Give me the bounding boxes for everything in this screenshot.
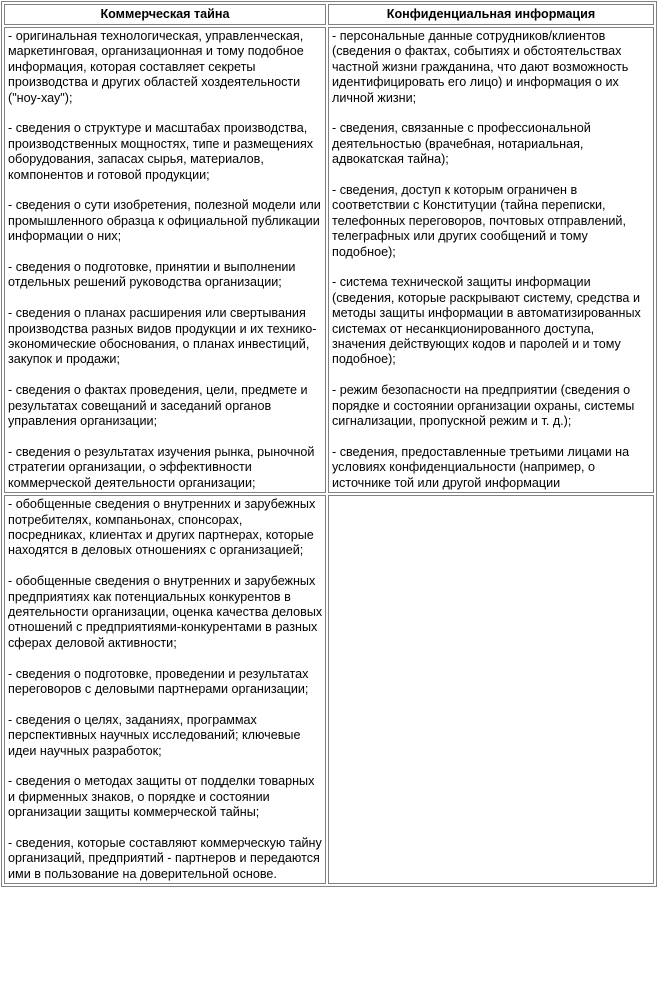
table-row [4,27,654,493]
list-item: - оригинальная технологическая, управленческая, маркетинговая, организационная и тому подобное информация, которая составляет секреты производства и других областей хоздеятельности ("ноу-хау"); [8,29,304,105]
header-confidential-info: Конфиденциальная информация [328,4,654,25]
list-item: - сведения, связанные с профессиональной деятельностью (врачебная, нотариальная, адвокатская тайна); [332,121,591,167]
cell-commercial-secret-2 [4,495,326,884]
list-item: - сведения о методах защиты от подделки товарных и фирменных знаков, о порядке и состоянии организации защиты коммерческой тайны; [8,774,315,820]
cell-confidential-info-1 [328,27,654,493]
list-item: - сведения о результатах изучения рынка, рыночной стратегии организации, о эффективности коммерческой деятельности организации; [8,444,315,490]
list-item: - сведения, предоставленные третьими лицами на условиях конфиденциальности (например, о источнике той или другой информации [332,444,630,490]
list-item: - система технической защиты информации (сведения, которые раскрывают систему, средства и методы защиты информации в автоматизированных системах от несанкционированного доступа, значения действующих кодов и паролей и и тому подобное); [332,275,641,367]
table-row [4,495,654,884]
cell-confidential-info-2 [328,495,654,884]
comparison-table [1,1,657,887]
list-item: - сведения о планах расширения или свертывания производства разных видов продукции и их технико-экономические обоснования, о планах инвестиций, закупок и продажи; [8,306,317,367]
list-item: - сведения, доступ к которым ограничен в соответствии с Конституции (тайна переписки, телефонных переговоров, почтовых отправлений, телеграфных или других сообщений и тому подобное); [332,183,626,259]
list-item: - сведения о фактах проведения, цели, предмете и результатах совещаний и заседаний органов управления организации; [8,383,308,429]
list-item: - сведения о подготовке, проведении и результатах переговоров с деловыми партнерами организации; [8,666,309,696]
list-item: - обобщенные сведения о внутренних и зарубежных потребителях, компаньонах, спонсорах, посредниках, клиентах и других партнерах, которые находятся в деловых отношениях с организацией; [8,497,316,558]
list-item: - обобщенные сведения о внутренних и зарубежных предприятиях как потенциальных конкурентов в деятельности организации, оценка качества деловых отношений с предприятиями-конкурентами в разных сферах деловой активности; [8,574,323,650]
list-item: - сведения о подготовке, принятии и выполнении отдельных решений руководства организации; [8,260,296,290]
header-row [4,4,654,25]
list-item: - сведения, которые составляют коммерческую тайну организаций, предприятий - партнеров и передаются ими в пользование на доверительной основе. [8,835,322,881]
cell-commercial-secret-1 [4,27,326,493]
list-item: - сведения о целях, заданиях, программах перспективных научных исследований; ключевые идеи научных разработок; [8,712,301,758]
list-item: - персональные данные сотрудников/клиентов (сведения о фактах, событиях и обстоятельствах частной жизни гражданина, что дают возможность идентифицировать его лицо) и информация о их личной жизни; [332,29,629,105]
list-item: - режим безопасности на предприятии (сведения о порядке и состоянии организации охраны, системы сигнализации, пропускной режим и т. д.); [332,383,635,429]
header-commercial-secret: Коммерческая тайна [4,4,326,25]
list-item: - сведения о сути изобретения, полезной модели или промышленного образца к официальной публикации информации о них; [8,198,321,244]
list-item: - сведения о структуре и масштабах производства, производственных мощностях, типе и размещениях оборудования, запасах сырья, материалов, компонентов и готовой продукции; [8,121,314,182]
